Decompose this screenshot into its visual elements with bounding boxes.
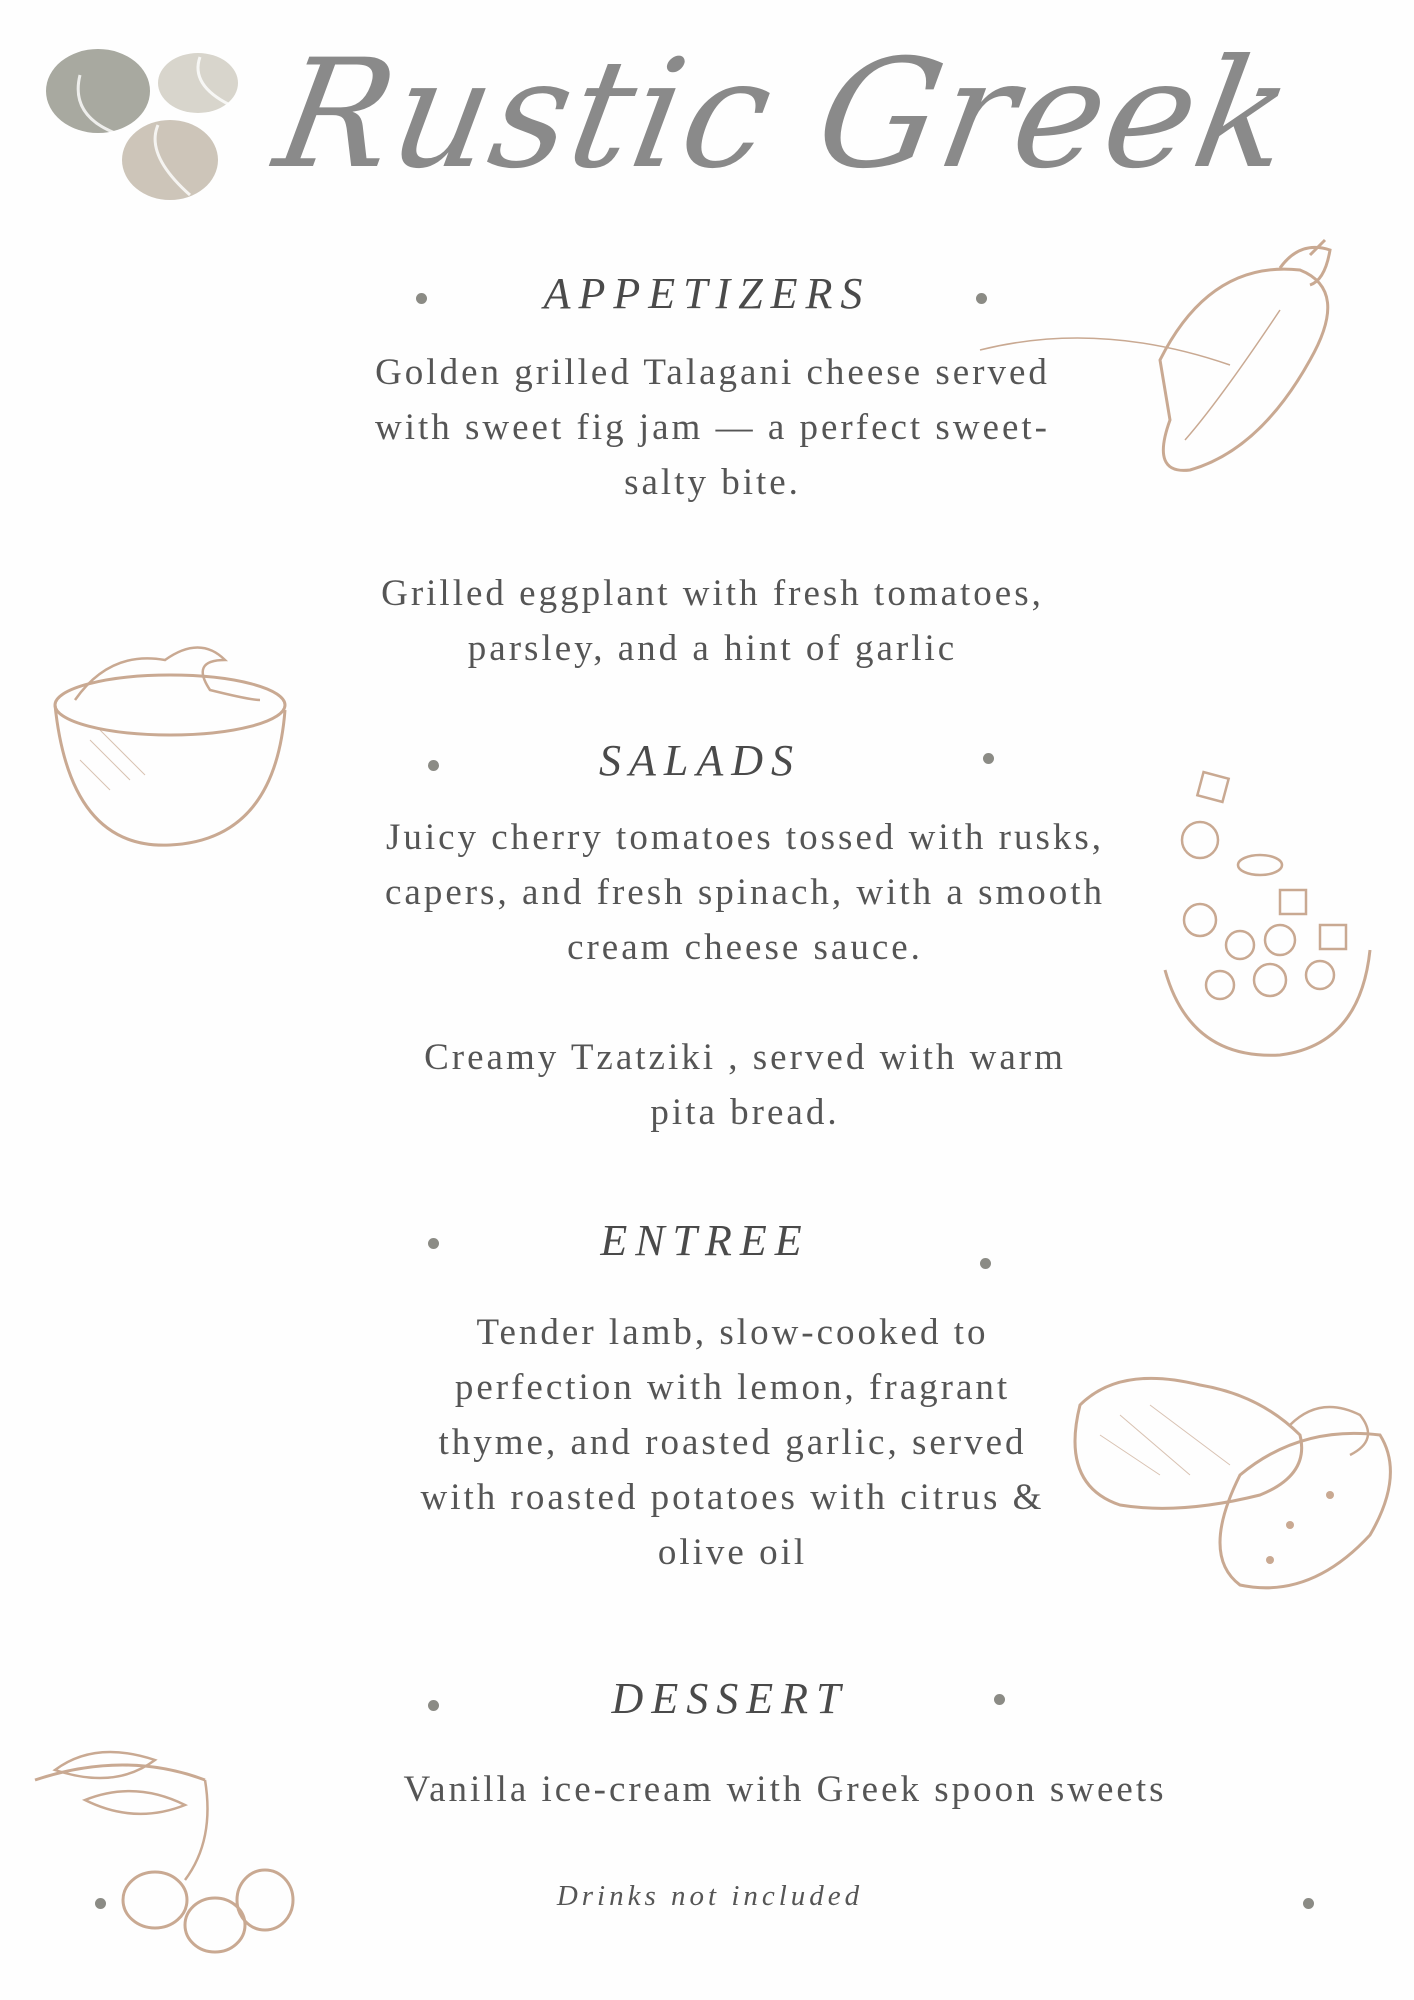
menu-item-description: Grilled eggplant with fresh tomatoes, parsley, and a hint of garlic (381, 573, 1044, 669)
salad-bowl-sketch-icon (1160, 770, 1380, 1060)
chicken-potato-sketch-icon (1060, 1365, 1400, 1605)
menu-item-description: Juicy cherry tomatoes tossed with rusks, capers, and fresh spinach, with a smooth cream cheese sauce. (384, 817, 1106, 968)
eggplant-sketch-icon (980, 240, 1370, 480)
menu-item-description: Tender lamb, slow-cooked to perfection with lemon, fragrant thyme, and roasted garlic, served with roasted potatoes with citrus & olive oil (420, 1312, 1045, 1573)
section-divider-dot (1303, 1898, 1314, 1909)
section-title-salads: SALADS (599, 736, 801, 785)
yogurt-bowl-sketch-icon (50, 640, 290, 850)
section-title-appetizers: APPETIZERS (543, 269, 871, 318)
pebbles-logo-icon (40, 45, 240, 205)
footer-note: Drinks not included (556, 1880, 864, 1912)
section-title-entree: ENTREE (600, 1216, 810, 1265)
menu-item-description: Golden grilled Talagani cheese served with sweet fig jam — a perfect sweet-salty bite. (374, 352, 1051, 503)
section-title-dessert: DESSERT (611, 1674, 849, 1723)
olive-branch-sketch-icon (25, 1750, 305, 1960)
menu-item-description: Vanilla ice-cream with Greek spoon sweets (403, 1769, 1167, 1810)
brand-title: Rustic Greek (264, 28, 1306, 202)
menu-item-description: Creamy Tzatziki , served with warm pita bread. (424, 1037, 1066, 1133)
